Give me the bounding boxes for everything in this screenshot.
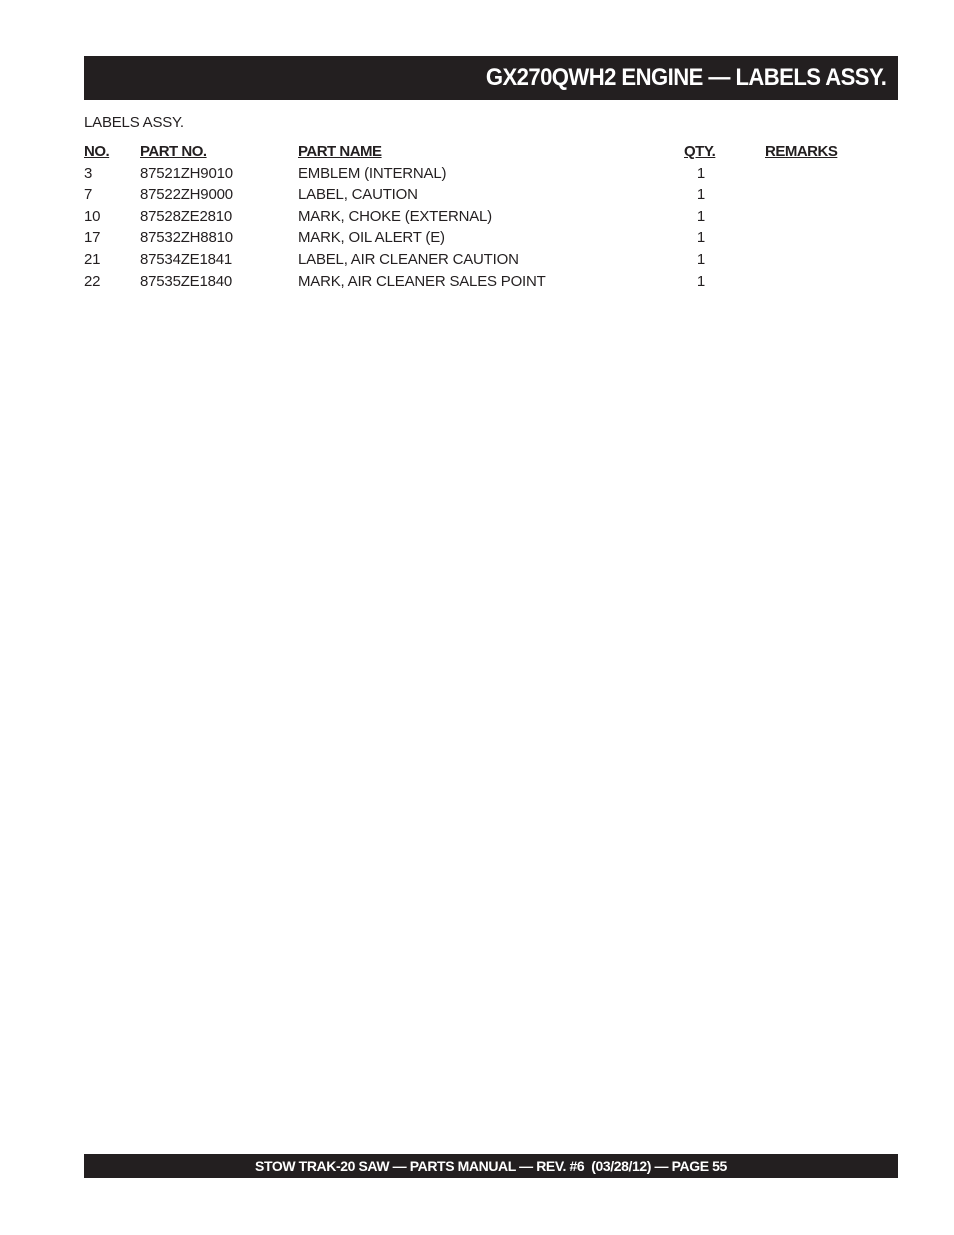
cell-part-name: LABEL, AIR CLEANER CAUTION	[298, 250, 519, 268]
cell-no: 10	[84, 207, 101, 225]
table-row	[84, 164, 898, 186]
cell-qty: 1	[696, 272, 706, 290]
cell-part-name: MARK, OIL ALERT (E)	[298, 229, 445, 247]
page-footer-bar	[84, 1154, 898, 1178]
page-title: GX270QWH2 ENGINE — LABELS ASSY.	[485, 64, 886, 91]
cell-part-no: 87535ZE1840	[140, 272, 233, 290]
table-row	[84, 207, 898, 229]
table-row	[84, 185, 898, 207]
table-header-row	[84, 142, 898, 164]
cell-qty: 1	[696, 207, 706, 225]
column-header-remarks: REMARKS	[765, 143, 838, 160]
column-header-part-name: PART NAME	[298, 143, 382, 160]
cell-no: 17	[84, 229, 101, 247]
cell-no: 22	[84, 272, 101, 290]
column-header-no: NO.	[84, 143, 110, 160]
cell-part-name: MARK, AIR CLEANER SALES POINT	[298, 272, 546, 290]
cell-no: 3	[84, 164, 93, 182]
cell-no: 7	[84, 186, 93, 204]
cell-part-no: 87532ZH8810	[140, 229, 233, 247]
cell-part-no: 87522ZH9000	[140, 186, 233, 204]
cell-qty: 1	[696, 229, 706, 247]
cell-part-no: 87534ZE1841	[140, 250, 233, 268]
cell-no: 21	[84, 250, 101, 268]
parts-table	[84, 142, 898, 293]
table-row	[84, 250, 898, 272]
table-row	[84, 228, 898, 250]
cell-part-name: EMBLEM (INTERNAL)	[298, 164, 447, 182]
column-header-part-no: PART NO.	[140, 143, 207, 160]
page-footer-text: STOW TRAK-20 SAW — PARTS MANUAL — REV. #6 (03/28/12) — PAGE 55	[255, 1158, 727, 1174]
cell-part-no: 87521ZH9010	[140, 164, 233, 182]
cell-qty: 1	[696, 250, 706, 268]
page-title-bar	[84, 56, 898, 100]
section-label: LABELS ASSY.	[84, 114, 184, 131]
cell-part-name: MARK, CHOKE (EXTERNAL)	[298, 207, 492, 225]
column-header-qty: QTY.	[684, 143, 716, 160]
cell-part-name: LABEL, CAUTION	[298, 186, 418, 204]
cell-part-no: 87528ZE2810	[140, 207, 233, 225]
cell-qty: 1	[696, 164, 706, 182]
table-row	[84, 272, 898, 294]
cell-qty: 1	[696, 186, 706, 204]
